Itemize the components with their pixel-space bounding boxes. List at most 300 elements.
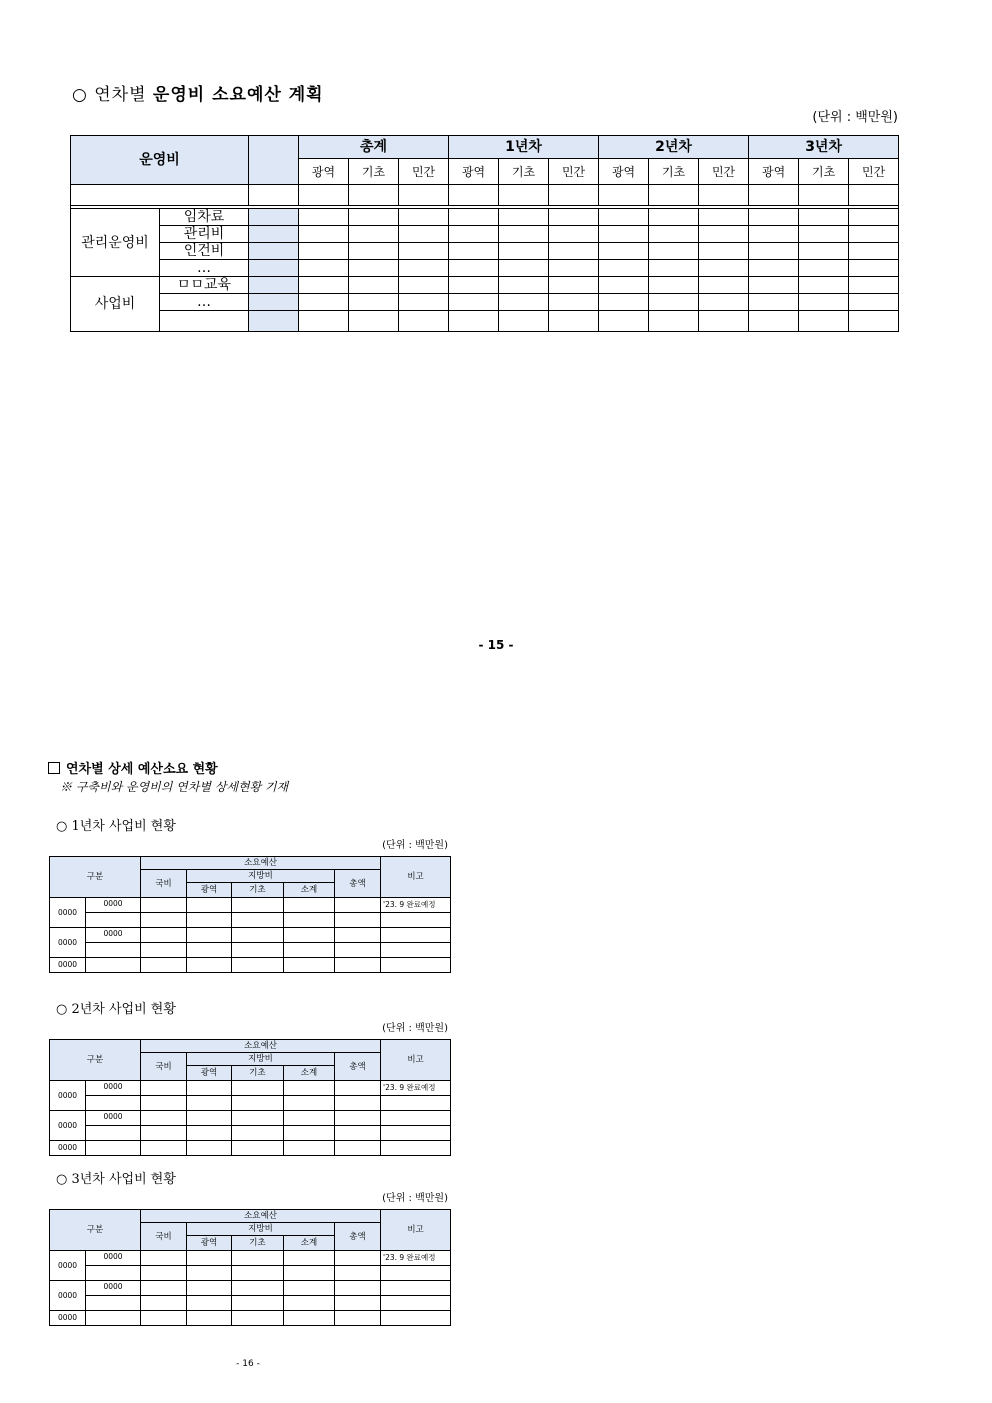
year-budget-table <box>49 856 451 973</box>
row-label: 0000 <box>50 1311 86 1326</box>
item-education: ㅁㅁ교육 <box>160 277 249 294</box>
group-header-total: 총계 <box>299 136 449 159</box>
table-cell <box>549 243 599 260</box>
table-cell <box>849 260 899 277</box>
table-cell <box>86 913 141 928</box>
table-cell <box>449 260 499 277</box>
group-header-year2: 2년차 <box>599 136 749 159</box>
table-cell <box>499 226 549 243</box>
header-national: 국비 <box>141 1053 187 1081</box>
subheader-regional: 광역 <box>449 159 499 185</box>
table-cell <box>335 928 381 943</box>
table-cell <box>141 1281 187 1296</box>
table-row <box>50 958 451 973</box>
table-cell <box>232 1251 284 1266</box>
page15-title <box>72 80 324 105</box>
table-cell <box>449 226 499 243</box>
table-cell <box>249 209 299 226</box>
header-national: 국비 <box>141 870 187 898</box>
page15-unit-label: (단위 : 백만원) <box>812 110 898 125</box>
category-project: 사업비 <box>71 277 160 332</box>
header-budget: 소요예산 <box>141 1040 381 1053</box>
table-row <box>50 1281 451 1296</box>
table-cell <box>86 1126 141 1141</box>
table-cell <box>284 1141 335 1156</box>
table-cell <box>449 277 499 294</box>
table-cell <box>71 185 249 206</box>
operating-budget-table <box>70 135 899 332</box>
table-cell <box>649 209 699 226</box>
table-cell <box>141 1081 187 1096</box>
row-label: 0000 <box>50 1141 86 1156</box>
table-cell <box>232 1141 284 1156</box>
table-cell <box>599 260 649 277</box>
header-budget: 소요예산 <box>141 1210 381 1223</box>
table-cell <box>284 1251 335 1266</box>
table-cell <box>381 958 451 973</box>
category-operations: 관리운영비 <box>71 209 160 277</box>
remark-value: '23. 9 완료예정 <box>381 1081 451 1096</box>
table-cell <box>232 1111 284 1126</box>
subheader-private: 민간 <box>549 159 599 185</box>
header-subtotal: 소계 <box>284 1236 335 1251</box>
table-header-row <box>50 1040 451 1053</box>
table-cell <box>141 1096 187 1111</box>
table-cell <box>299 185 349 206</box>
table-header-row <box>50 857 451 870</box>
subheader-basic: 기초 <box>499 159 549 185</box>
table-cell <box>649 294 699 311</box>
table-row <box>50 913 451 928</box>
table-cell <box>284 1296 335 1311</box>
table-cell <box>699 294 749 311</box>
table-cell <box>349 243 399 260</box>
table-cell <box>187 928 232 943</box>
item-ellipsis: … <box>160 294 249 311</box>
table-cell <box>299 209 349 226</box>
header-regional: 광역 <box>187 883 232 898</box>
year-table-unit: (단위 : 백만원) <box>382 840 448 851</box>
table-cell <box>599 226 649 243</box>
table-cell <box>335 1141 381 1156</box>
header-gubun: 구분 <box>50 1210 141 1251</box>
table-cell <box>599 209 649 226</box>
header-basic: 기초 <box>232 883 284 898</box>
table-cell <box>232 898 284 913</box>
table-cell <box>699 226 749 243</box>
table-cell <box>187 1251 232 1266</box>
table-row <box>50 1311 451 1326</box>
group-header-year1: 1년차 <box>449 136 599 159</box>
corner-header: 운영비 <box>71 136 249 185</box>
table-cell <box>449 294 499 311</box>
table-cell <box>141 928 187 943</box>
table-cell <box>141 1266 187 1281</box>
table-cell <box>335 1296 381 1311</box>
page15-title-prefix: ○ 연차별 <box>72 85 147 105</box>
table-cell <box>549 311 599 332</box>
table-cell <box>349 226 399 243</box>
table-cell <box>381 1266 451 1281</box>
table-cell <box>649 260 699 277</box>
row-label: 0000 <box>50 1251 86 1281</box>
table-row <box>50 1126 451 1141</box>
table-cell <box>799 209 849 226</box>
table-cell <box>299 226 349 243</box>
item-ellipsis: … <box>160 260 249 277</box>
table-cell <box>649 243 699 260</box>
table-cell <box>86 943 141 958</box>
table-cell <box>187 1096 232 1111</box>
year-table-title: ○ 2년차 사업비 현황 <box>56 1002 176 1017</box>
table-cell <box>284 1281 335 1296</box>
table-cell <box>749 226 799 243</box>
page15-title-bold: 운영비 소요예산 계획 <box>152 85 324 105</box>
table-cell <box>399 209 449 226</box>
table-cell <box>187 1266 232 1281</box>
table-cell <box>849 311 899 332</box>
row-label: 0000 <box>50 1081 86 1111</box>
table-cell <box>141 943 187 958</box>
header-total: 총액 <box>335 870 381 898</box>
table-cell <box>499 243 549 260</box>
table-cell <box>349 260 399 277</box>
row-label: 0000 <box>50 898 86 928</box>
page-number-16: - 16 - <box>236 1359 260 1369</box>
table-cell <box>499 260 549 277</box>
header-remark: 비고 <box>381 857 451 898</box>
table-row <box>71 243 899 260</box>
table-cell <box>649 311 699 332</box>
table-cell <box>232 913 284 928</box>
table-cell <box>499 209 549 226</box>
header-local: 지방비 <box>187 1053 335 1066</box>
subheader-private: 민간 <box>399 159 449 185</box>
table-cell <box>187 958 232 973</box>
table-cell <box>749 185 799 206</box>
table-cell <box>284 898 335 913</box>
subheader-private: 민간 <box>699 159 749 185</box>
table-cell <box>799 311 849 332</box>
table-cell <box>399 294 449 311</box>
table-cell <box>549 277 599 294</box>
table-cell <box>335 958 381 973</box>
table-cell <box>86 1296 141 1311</box>
table-cell <box>649 226 699 243</box>
header-basic: 기초 <box>232 1236 284 1251</box>
table-cell <box>449 185 499 206</box>
row-sublabel: 0000 <box>86 1281 141 1296</box>
table-cell <box>599 311 649 332</box>
table-cell <box>849 209 899 226</box>
table-cell <box>141 1141 187 1156</box>
table-cell <box>335 1266 381 1281</box>
table-cell <box>499 277 549 294</box>
table-cell <box>284 1126 335 1141</box>
header-subtotal: 소계 <box>284 1066 335 1081</box>
table-cell <box>335 1251 381 1266</box>
table-cell <box>381 943 451 958</box>
table-cell <box>549 185 599 206</box>
header-regional: 광역 <box>187 1066 232 1081</box>
table-row <box>71 260 899 277</box>
table-cell <box>86 1096 141 1111</box>
table-cell <box>284 958 335 973</box>
table-cell <box>399 260 449 277</box>
table-cell <box>284 1311 335 1326</box>
table-cell <box>399 311 449 332</box>
table-cell <box>349 209 399 226</box>
row-sublabel: 0000 <box>86 1081 141 1096</box>
table-cell <box>141 1296 187 1311</box>
table-cell <box>335 1126 381 1141</box>
table-cell <box>799 185 849 206</box>
table-header-row <box>71 136 899 159</box>
year-table-title: ○ 1년차 사업비 현황 <box>56 819 176 834</box>
table-cell <box>499 311 549 332</box>
table-cell <box>249 185 299 206</box>
table-cell <box>599 277 649 294</box>
table-cell <box>335 913 381 928</box>
table-row <box>71 294 899 311</box>
table-cell <box>381 1281 451 1296</box>
header-regional: 광역 <box>187 1236 232 1251</box>
subheader-basic: 기초 <box>649 159 699 185</box>
page-number-15: - 15 - <box>478 638 514 652</box>
table-cell <box>232 943 284 958</box>
table-cell <box>232 1311 284 1326</box>
table-cell <box>699 185 749 206</box>
table-row <box>50 1111 451 1126</box>
table-cell <box>849 294 899 311</box>
table-row <box>50 1296 451 1311</box>
table-cell <box>849 226 899 243</box>
table-row <box>50 898 451 913</box>
table-cell <box>335 898 381 913</box>
section-title-text: 연차별 상세 예산소요 현황 <box>66 762 218 777</box>
table-cell <box>141 1251 187 1266</box>
table-cell <box>499 294 549 311</box>
row-sublabel: 0000 <box>86 898 141 913</box>
table-cell <box>86 958 141 973</box>
table-cell <box>399 185 449 206</box>
table-cell <box>649 277 699 294</box>
subheader-regional: 광역 <box>599 159 649 185</box>
table-cell <box>799 243 849 260</box>
page16-note: ※ 구축비와 운영비의 연차별 상세현황 기재 <box>60 780 289 794</box>
table-cell <box>141 1111 187 1126</box>
table-cell <box>299 294 349 311</box>
table-cell <box>749 243 799 260</box>
header-local: 지방비 <box>187 870 335 883</box>
table-cell <box>141 898 187 913</box>
table-row <box>50 1096 451 1111</box>
table-row <box>50 1251 451 1266</box>
table-cell <box>399 277 449 294</box>
table-cell <box>86 1266 141 1281</box>
table-cell <box>381 913 451 928</box>
table-cell <box>799 277 849 294</box>
table-cell <box>799 226 849 243</box>
header-basic: 기초 <box>232 1066 284 1081</box>
table-cell <box>399 226 449 243</box>
table-cell <box>232 1081 284 1096</box>
table-row <box>71 226 899 243</box>
table-cell <box>849 243 899 260</box>
table-cell <box>799 260 849 277</box>
subheader-regional: 광역 <box>749 159 799 185</box>
table-cell <box>141 913 187 928</box>
table-cell <box>499 185 549 206</box>
table-cell <box>232 928 284 943</box>
table-cell <box>187 913 232 928</box>
blank-header <box>249 136 299 185</box>
table-cell <box>249 260 299 277</box>
table-cell <box>187 1111 232 1126</box>
table-cell <box>249 226 299 243</box>
table-row <box>50 1081 451 1096</box>
table-row <box>50 1266 451 1281</box>
table-cell <box>335 1111 381 1126</box>
table-header-row <box>50 1210 451 1223</box>
row-label: 0000 <box>50 928 86 958</box>
row-label: 0000 <box>50 1281 86 1311</box>
table-cell <box>187 943 232 958</box>
header-gubun: 구분 <box>50 857 141 898</box>
table-cell <box>335 1311 381 1326</box>
table-cell <box>599 185 649 206</box>
table-cell <box>187 1126 232 1141</box>
year-table-unit: (단위 : 백만원) <box>382 1193 448 1204</box>
item-labor: 인건비 <box>160 243 249 260</box>
table-cell <box>349 185 399 206</box>
header-national: 국비 <box>141 1223 187 1251</box>
table-cell <box>141 1311 187 1326</box>
table-cell <box>232 1281 284 1296</box>
subheader-basic: 기초 <box>349 159 399 185</box>
year-budget-table <box>49 1209 451 1326</box>
table-cell <box>381 928 451 943</box>
table-cell <box>549 226 599 243</box>
table-cell <box>187 1281 232 1296</box>
table-cell <box>349 277 399 294</box>
table-cell <box>232 958 284 973</box>
table-cell <box>187 1141 232 1156</box>
table-cell <box>335 1096 381 1111</box>
table-cell <box>86 1141 141 1156</box>
table-cell <box>749 277 799 294</box>
header-total: 총액 <box>335 1223 381 1251</box>
header-total: 총액 <box>335 1053 381 1081</box>
header-gubun: 구분 <box>50 1040 141 1081</box>
table-cell <box>187 1296 232 1311</box>
table-cell <box>599 294 649 311</box>
table-cell <box>141 958 187 973</box>
table-cell <box>232 1126 284 1141</box>
table-cell <box>284 1096 335 1111</box>
table-cell <box>299 243 349 260</box>
table-cell <box>335 1081 381 1096</box>
table-cell <box>749 209 799 226</box>
table-cell <box>86 1311 141 1326</box>
table-cell <box>299 260 349 277</box>
table-cell <box>141 1126 187 1141</box>
table-cell <box>284 1081 335 1096</box>
subheader-regional: 광역 <box>299 159 349 185</box>
table-cell <box>699 277 749 294</box>
table-cell <box>399 243 449 260</box>
table-cell <box>381 1126 451 1141</box>
table-cell <box>187 898 232 913</box>
table-cell <box>749 260 799 277</box>
table-cell <box>335 1281 381 1296</box>
subheader-basic: 기초 <box>799 159 849 185</box>
year-table-unit: (단위 : 백만원) <box>382 1023 448 1034</box>
table-cell <box>849 277 899 294</box>
table-cell <box>749 311 799 332</box>
subheader-private: 민간 <box>849 159 899 185</box>
header-remark: 비고 <box>381 1040 451 1081</box>
year-budget-table <box>49 1039 451 1156</box>
table-row <box>71 209 899 226</box>
table-row <box>71 185 899 206</box>
table-cell <box>381 1096 451 1111</box>
table-cell <box>799 294 849 311</box>
table-cell <box>381 1311 451 1326</box>
year-table-title: ○ 3년차 사업비 현황 <box>56 1172 176 1187</box>
header-budget: 소요예산 <box>141 857 381 870</box>
table-cell <box>299 277 349 294</box>
header-local: 지방비 <box>187 1223 335 1236</box>
table-cell <box>699 243 749 260</box>
table-cell <box>549 260 599 277</box>
header-subtotal: 소계 <box>284 883 335 898</box>
table-cell <box>449 311 499 332</box>
table-cell <box>232 1266 284 1281</box>
table-cell <box>187 1311 232 1326</box>
table-cell <box>284 1111 335 1126</box>
table-cell <box>349 311 399 332</box>
table-row <box>71 311 899 332</box>
table-cell <box>284 943 335 958</box>
table-cell <box>299 311 349 332</box>
table-cell <box>187 1081 232 1096</box>
table-cell <box>381 1296 451 1311</box>
table-cell <box>699 260 749 277</box>
table-cell <box>249 243 299 260</box>
remark-value: '23. 9 완료예정 <box>381 898 451 913</box>
table-cell <box>349 294 399 311</box>
group-header-year3: 3년차 <box>749 136 899 159</box>
table-cell <box>232 1096 284 1111</box>
table-cell <box>699 209 749 226</box>
table-cell <box>232 1296 284 1311</box>
item-blank <box>160 311 249 332</box>
table-cell <box>284 913 335 928</box>
table-cell <box>449 243 499 260</box>
table-cell <box>749 294 799 311</box>
row-sublabel: 0000 <box>86 1251 141 1266</box>
table-cell <box>249 311 299 332</box>
table-cell <box>249 294 299 311</box>
table-cell <box>335 943 381 958</box>
row-sublabel: 0000 <box>86 928 141 943</box>
page16-section-title <box>48 758 218 777</box>
row-label: 0000 <box>50 958 86 973</box>
row-sublabel: 0000 <box>86 1111 141 1126</box>
table-cell <box>284 1266 335 1281</box>
table-row <box>50 928 451 943</box>
